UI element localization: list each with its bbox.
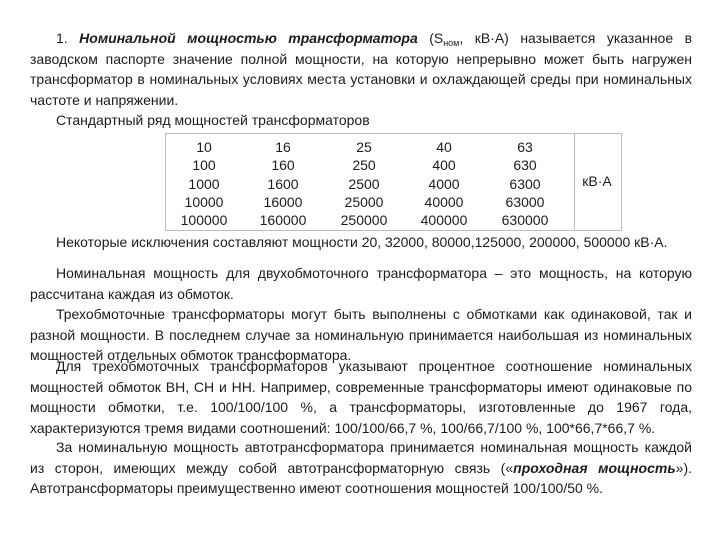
paragraph-two-winding: Номинальная мощность для двухобмоточного трансформатора – это мощность, на которую рассчитана каждая из обмоток. [30, 265, 692, 302]
paragraph-exceptions: Некоторые исключения составляют мощности 20, 32000, 80000,125000, 200000, 500000 кВ·А. [56, 234, 668, 250]
definition-text: называется указанное в заводском паспорте значение полной мощности, на которую непрерывно может быть нагружен трансформатор в номинальных условиях места установки и охлаждающей среды при номинальных частоте и напряжении. [30, 30, 693, 108]
table-cell: 4000 [428, 176, 460, 192]
table-cell: 63 [517, 139, 533, 155]
table-cell: 100000 [180, 212, 228, 228]
defined-term: Номинальной мощностью трансформатора [79, 30, 418, 46]
paragraph-autotransformer [30, 437, 692, 499]
paragraph-three-winding: Трехобмоточные трансформаторы могут быть выполнены с обмотками как одинаковой, так и разной мощности. В последнем случае за номинальную принимается наибольшая из номинальных мощностей отдельных обмоток трансформатора. [30, 306, 692, 363]
paragraph-definition [30, 28, 692, 110]
autotransformer-text-after: »). Автотрансформаторы преимущественно имеют соотношения мощностей 100/100/50 %. [30, 459, 692, 496]
table-cell: 250 [352, 157, 376, 173]
table-row [166, 192, 574, 212]
table-cell: 16000 [263, 194, 303, 210]
table-cell: 100 [192, 157, 216, 173]
table-row [166, 155, 574, 175]
table-cell: 160000 [259, 212, 307, 228]
table-cell: 160 [271, 157, 295, 173]
pass-through-power-term: проходная мощность [513, 459, 676, 476]
table-cell: 10000 [184, 194, 224, 210]
paragraph-number: 1. [56, 30, 68, 46]
table-cell: 400000 [420, 212, 468, 228]
table-cell: 10 [196, 139, 212, 155]
table-cell: 400 [432, 157, 456, 173]
table-cell: 40 [436, 139, 452, 155]
table-row [166, 174, 574, 194]
paragraph-standard-series: Стандартный ряд мощностей трансформаторов [56, 112, 370, 128]
table-cell: 630 [513, 157, 537, 173]
symbol-open: (S [417, 30, 444, 46]
table-cell: 25 [356, 139, 372, 155]
power-series-table [165, 133, 575, 231]
table-cell: 16 [275, 139, 291, 155]
table-row [166, 210, 574, 230]
symbol-close: , кВ·А) [459, 30, 521, 46]
table-cell: 1600 [267, 176, 299, 192]
table-cell: 63000 [505, 194, 545, 210]
table-cell: 1000 [188, 176, 220, 192]
table-cell: 40000 [424, 194, 464, 210]
unit-cell [573, 133, 622, 231]
table-row [166, 137, 574, 157]
table-cell: 2500 [348, 176, 380, 192]
paragraph-ratios: Для трехобмоточных трансформаторов указывают процентное соотношение номинальных мощностей обмоток ВН, СН и НН. Например, современные трансформаторы имеют одинаковые по мощности обмотки, т.е. 100/100/100 %, а трансформаторы, изготовленные до 1967 года, характеризуются тремя видами соотношений: 100/100/66,7 %, 100/66,7/100 %, 100*66,7*66,7 %. [30, 358, 692, 436]
table-cell: 250000 [340, 212, 388, 228]
autotransformer-text-before: За номинальную мощность автотрансформатора принимается номинальная мощность каждой из сторон, имеющих между собой автотрансформаторную связь (« [30, 439, 692, 476]
table-cell: 25000 [344, 194, 384, 210]
unit-label: кВ·А [582, 173, 612, 189]
symbol-subscript: ном [443, 38, 460, 48]
table-cell: 630000 [501, 212, 549, 228]
table-cell: 6300 [509, 176, 541, 192]
